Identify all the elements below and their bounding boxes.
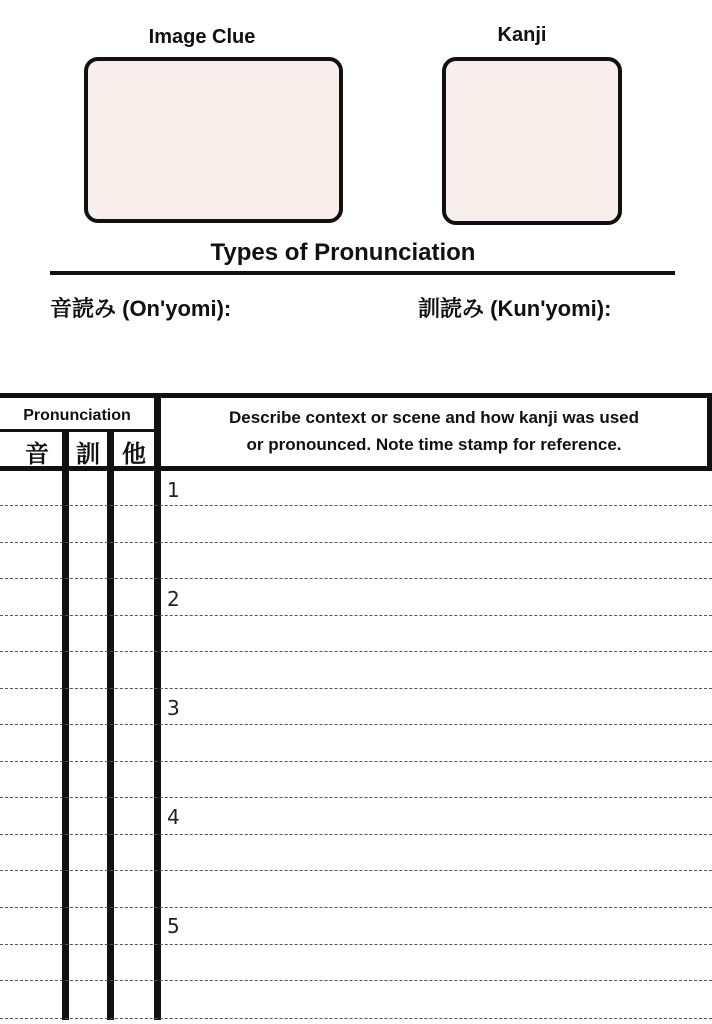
writing-line[interactable] <box>0 688 712 689</box>
entry-number-2: 2 <box>167 587 180 611</box>
table-right-border <box>707 393 712 471</box>
kanji-box[interactable] <box>442 57 622 225</box>
kunyomi-label: 訓読み (Kun'yomi): <box>418 296 612 321</box>
kanji-label: Kanji <box>497 24 547 46</box>
writing-line[interactable] <box>0 980 712 981</box>
entry-number-1: 1 <box>167 478 180 502</box>
writing-line[interactable] <box>0 1018 712 1019</box>
pronunciation-header: Pronunciation <box>23 407 131 424</box>
description-header-line2: or pronounced. Note time stamp for reference. <box>246 435 622 454</box>
writing-line[interactable] <box>0 761 712 762</box>
writing-line[interactable] <box>0 870 712 871</box>
writing-line[interactable] <box>0 651 712 652</box>
column-other: 他 <box>122 440 146 468</box>
table-top-border <box>0 393 712 398</box>
writing-line[interactable] <box>0 505 712 506</box>
writing-line[interactable] <box>0 907 712 908</box>
onyomi-label: 音読み (On'yomi): <box>50 296 232 321</box>
column-on: 音 <box>25 440 49 468</box>
writing-line[interactable] <box>0 615 712 616</box>
pronunciation-types-title: Types of Pronunciation <box>210 239 476 266</box>
writing-line[interactable] <box>0 797 712 798</box>
entry-number-4: 4 <box>167 805 180 829</box>
writing-line[interactable] <box>0 578 712 579</box>
writing-line[interactable] <box>0 542 712 543</box>
column-divider-3 <box>154 393 161 1020</box>
description-header-line1: Describe context or scene and how kanji was used <box>228 408 640 427</box>
image-clue-box[interactable] <box>84 57 343 223</box>
image-clue-label: Image Clue <box>148 26 256 48</box>
writing-line[interactable] <box>0 834 712 835</box>
section-divider <box>50 271 675 275</box>
column-kun: 訓 <box>76 440 100 468</box>
writing-line[interactable] <box>0 724 712 725</box>
writing-line[interactable] <box>0 944 712 945</box>
entry-number-5: 5 <box>167 914 180 938</box>
pronunciation-subheader-line <box>0 429 156 432</box>
entry-number-3: 3 <box>167 696 180 720</box>
description-header <box>161 404 707 458</box>
